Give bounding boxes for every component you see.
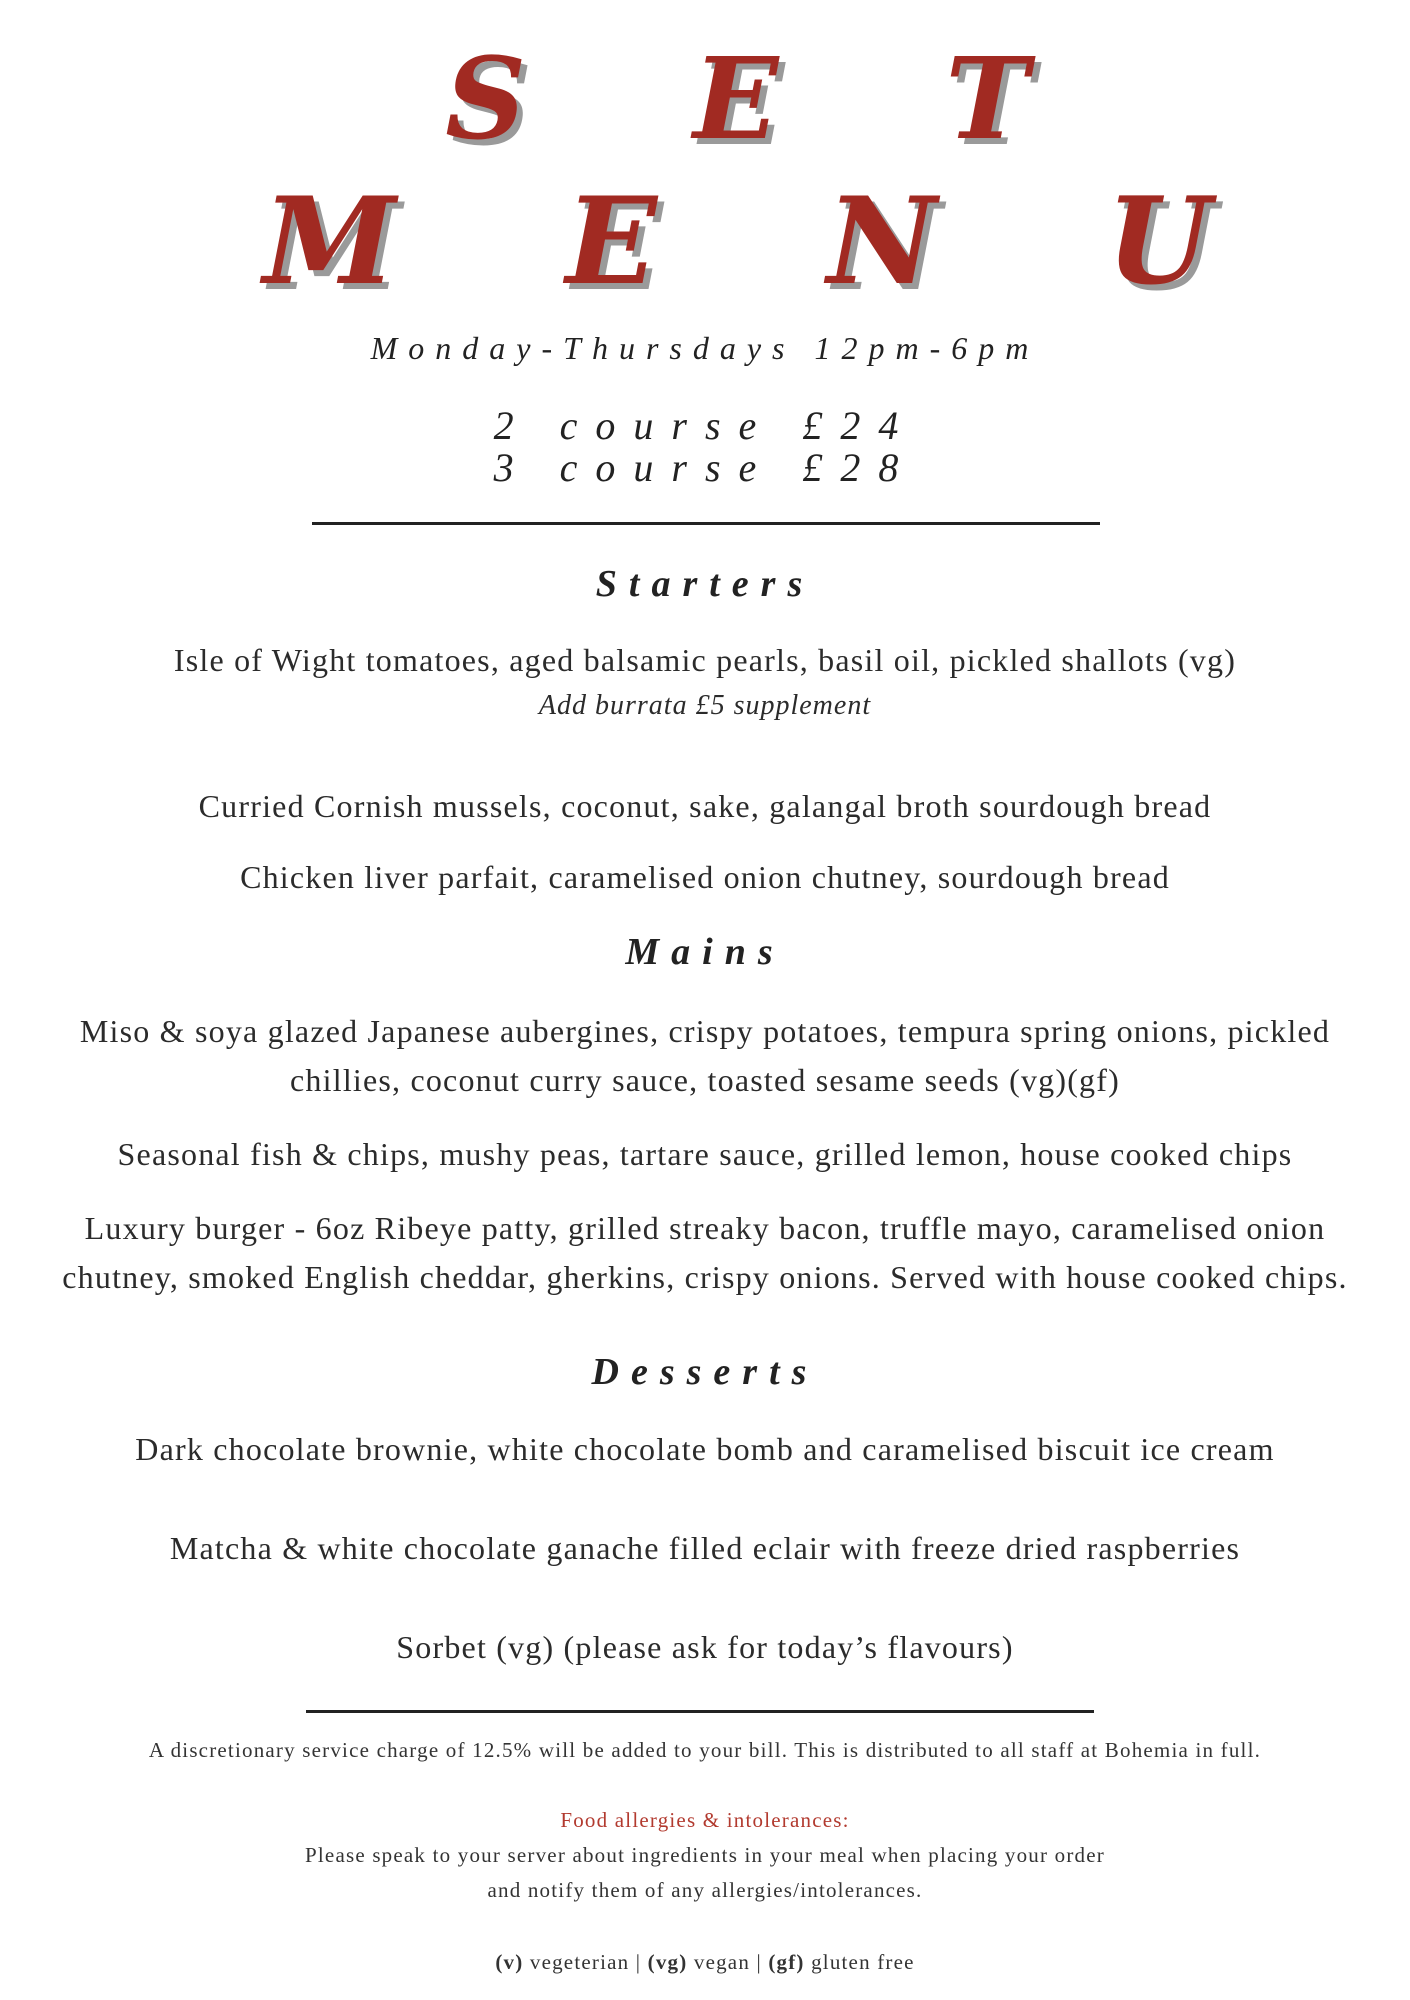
section-heading-desserts: Desserts xyxy=(591,1351,819,1393)
menu-title-line-2: M E N U xyxy=(263,171,1275,312)
main-item: Miso & soya glazed Japanese aubergines, crispy potatoes, tempura spring onions, pickled xyxy=(79,1013,1331,1049)
price-two-course: 2 course £24 xyxy=(493,403,917,448)
divider-bottom xyxy=(306,1710,1094,1713)
legend-label-v: vegeterian | xyxy=(529,1950,642,1974)
main-item: chutney, smoked English cheddar, gherkins, crispy onions. Served with house cooked chips. xyxy=(62,1259,1348,1295)
legend-code-vg: (vg) xyxy=(647,1950,688,1974)
main-item: Seasonal fish & chips, mushy peas, tartare sauce, grilled lemon, house cooked chips xyxy=(117,1136,1293,1172)
starter-item: Chicken liver parfait, caramelised onion chutney, sourdough bread xyxy=(240,859,1170,895)
menu-title-line-1: S E T xyxy=(445,34,1093,165)
section-heading-mains: Mains xyxy=(625,931,785,973)
legend-label-vg: vegan | xyxy=(693,1950,762,1974)
legend-code-gf: (gf) xyxy=(768,1950,805,1974)
dietary-legend xyxy=(0,1945,1410,1979)
main-item: chillies, coconut curry sauce, toasted sesame seeds (vg)(gf) xyxy=(290,1062,1120,1098)
section-heading-starters: Starters xyxy=(595,563,815,605)
allergy-line-2: and notify them of any allergies/intolerances. xyxy=(487,1878,923,1902)
legend-label-gf: gluten free xyxy=(811,1950,915,1974)
price-three-course: 3 course £28 xyxy=(493,445,917,490)
dessert-item: Matcha & white chocolate ganache filled eclair with freeze dried raspberries xyxy=(169,1530,1241,1566)
service-charge-note: A discretionary service charge of 12.5% will be added to your bill. This is distributed to all staff at Bohemia in full. xyxy=(148,1738,1262,1762)
allergy-heading: Food allergies & intolerances: xyxy=(560,1808,850,1832)
menu-hours: Monday-Thursdays 12pm-6pm xyxy=(370,330,1040,366)
starter-supplement: Add burrata £5 supplement xyxy=(538,690,872,721)
dessert-item: Dark chocolate brownie, white chocolate bomb and caramelised biscuit ice cream xyxy=(135,1431,1275,1467)
dessert-item: Sorbet (vg) (please ask for today’s flavours) xyxy=(396,1629,1014,1665)
starter-item: Isle of Wight tomatoes, aged balsamic pearls, basil oil, pickled shallots (vg) xyxy=(173,642,1237,678)
legend-code-v: (v) xyxy=(495,1950,524,1974)
main-item: Luxury burger - 6oz Ribeye patty, grilled streaky bacon, truffle mayo, caramelised onion xyxy=(84,1210,1326,1246)
allergy-line-1: Please speak to your server about ingredients in your meal when placing your order xyxy=(305,1843,1105,1867)
divider-top xyxy=(312,522,1100,525)
starter-item: Curried Cornish mussels, coconut, sake, galangal broth sourdough bread xyxy=(198,788,1212,824)
